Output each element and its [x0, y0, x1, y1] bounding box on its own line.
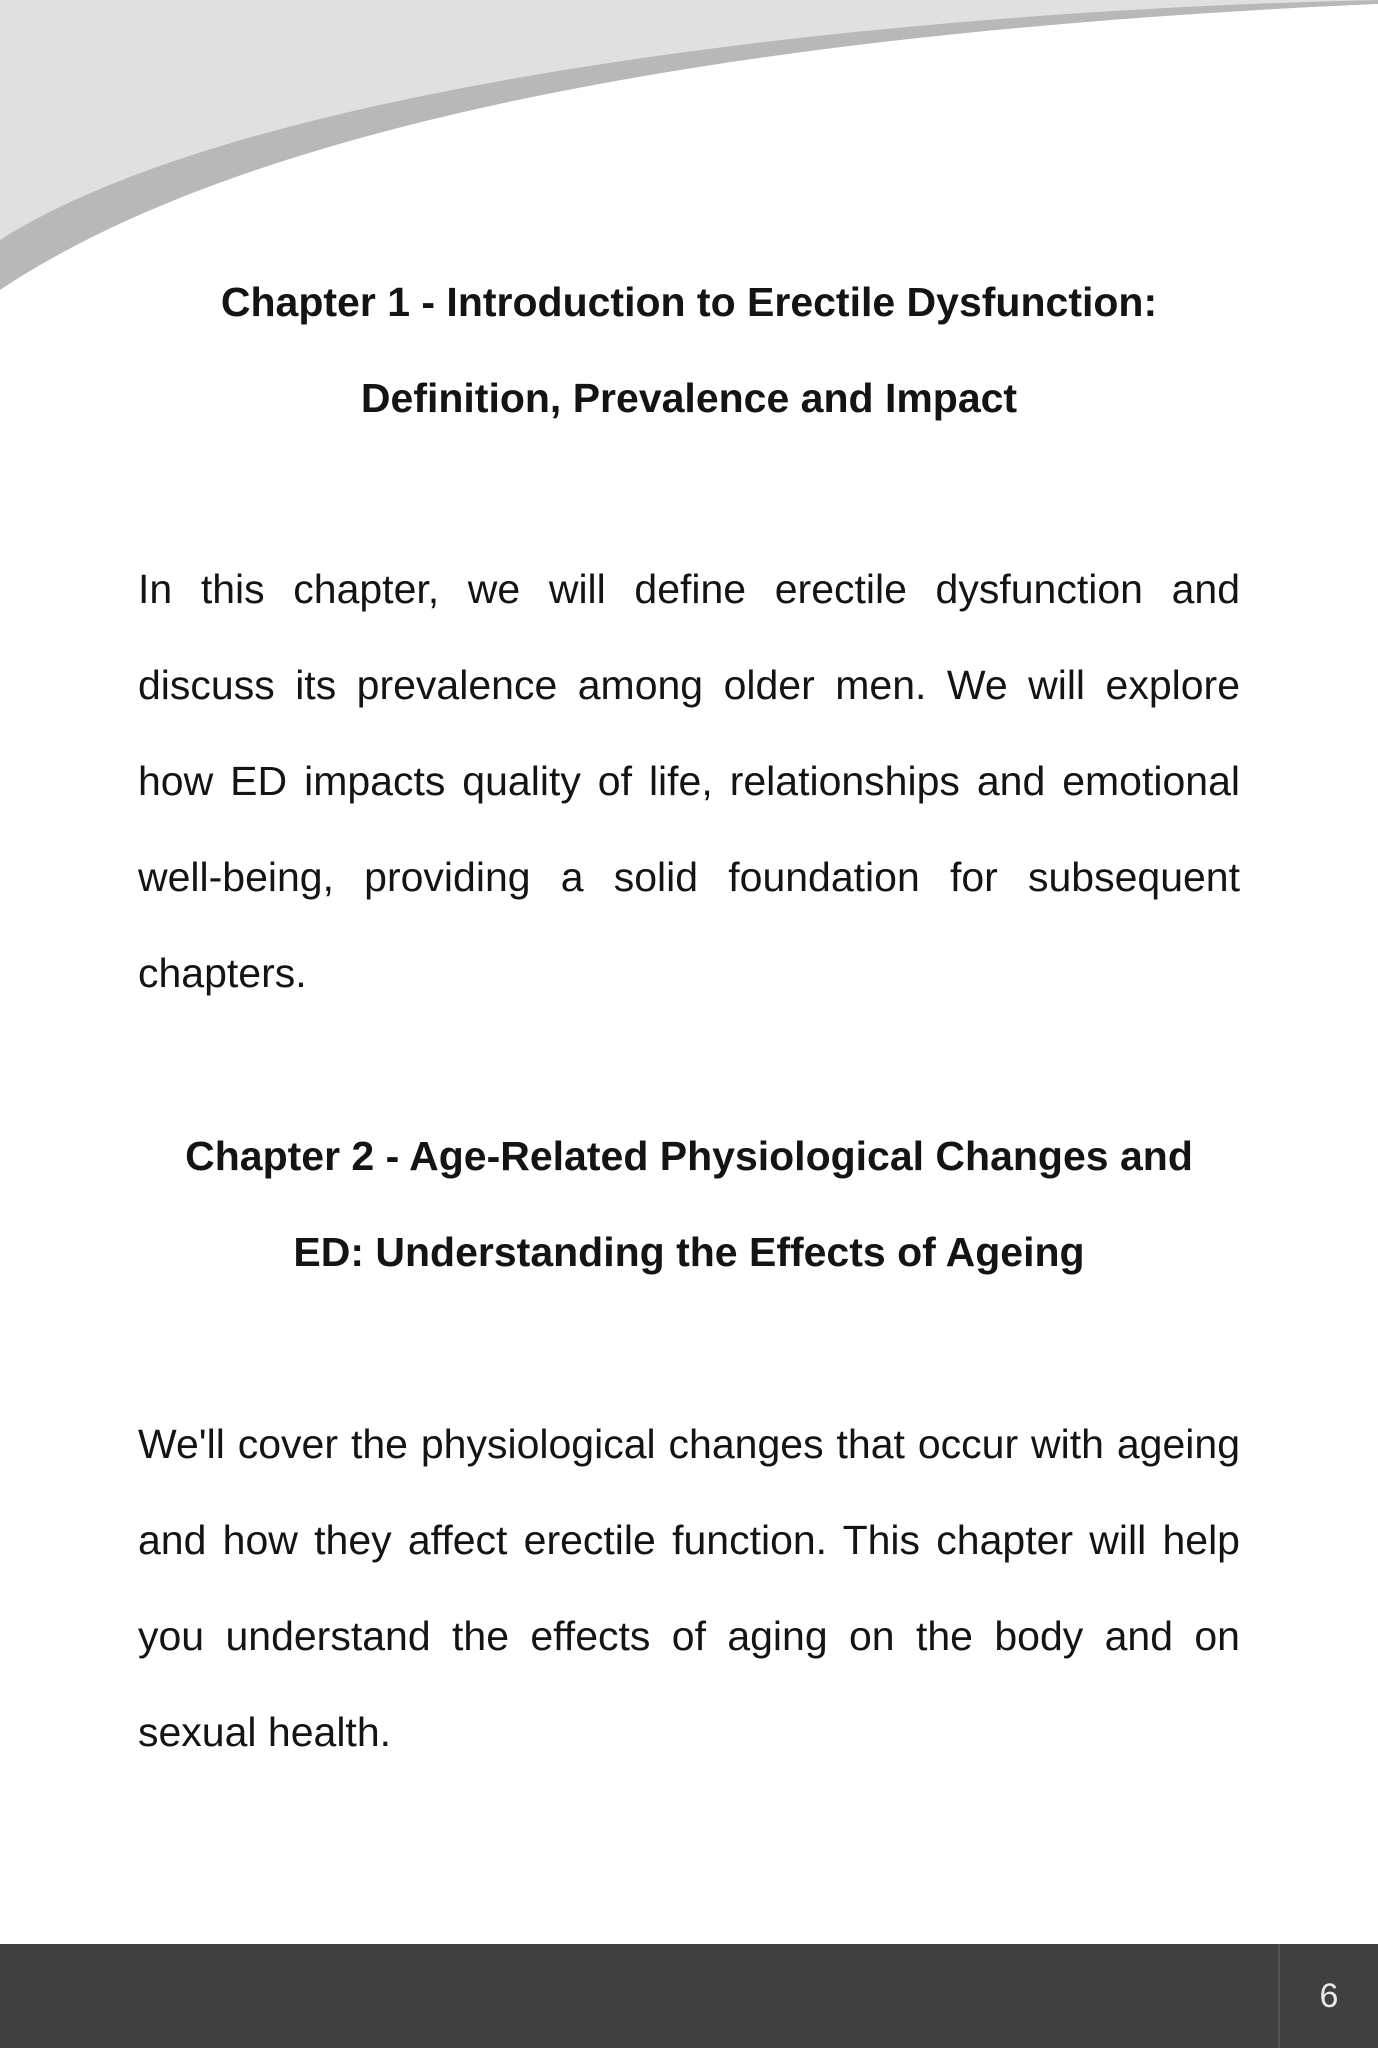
chapter-2-heading-line2: ED: Understanding the Effects of Ageing — [293, 1229, 1085, 1275]
chapter-2-heading-line1: Chapter 2 - Age-Related Physiological Changes and — [185, 1133, 1193, 1179]
footer-bar — [0, 1944, 1378, 2048]
chapter-2-paragraph: We'll cover the physiological changes that occur with ageing and how they affect erectile function. This chapter will help you understand the effects of aging on the body and on sexual health. — [138, 1421, 1240, 1755]
chapter-1-heading-line2: Definition, Prevalence and Impact — [360, 375, 1018, 421]
page-number: 6 — [1319, 1977, 1339, 2015]
page-content — [138, 0, 1240, 1780]
chapter-1-heading — [138, 254, 1240, 446]
chapter-1-heading-line1: Chapter 1 - Introduction to Erectile Dysfunction: — [220, 279, 1158, 325]
chapter-1-paragraph: In this chapter, we will define erectile dysfunction and discuss its prevalence among older men. We will explore how ED impacts quality of life, relationships and emotional well-being, providing a solid foundation for subsequent chapters. — [138, 566, 1240, 996]
chapter-2-section — [138, 1108, 1240, 1780]
chapter-2-heading — [138, 1108, 1240, 1300]
chapter-1-section — [138, 254, 1240, 1021]
